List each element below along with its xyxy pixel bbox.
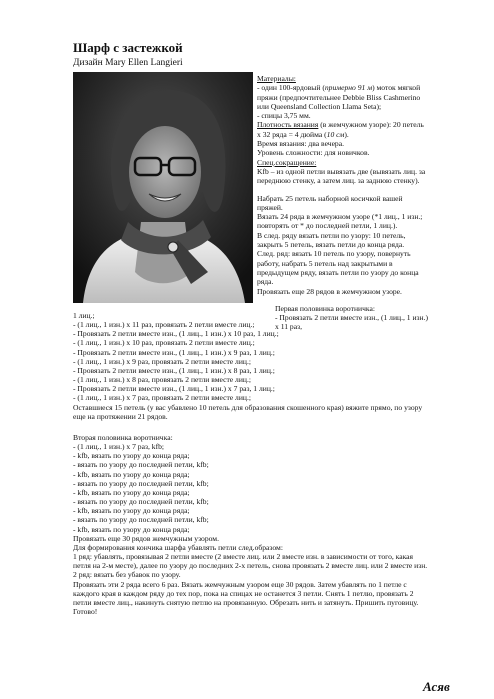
tip-row2: 2 ряд: вязать без убавок по узору.	[73, 570, 181, 580]
half1-row: - Провязать 2 петли вместе изн., (1 лиц., 1 изн.) х 9 раз, 1 лиц.;	[73, 347, 275, 357]
half1-row: - Провязать 2 петли вместе изн., (1 лиц., 1 изн.) х 8 раз, 1 лиц.;	[73, 365, 275, 375]
half1-row: - (1 лиц., 1 изн.) х 10 раз, провязать 2 петли вместе лиц.;	[73, 338, 255, 348]
half1-first-line: - Провязать 2 петли вместе изн., (1 лиц., 1 изн.) х 11 раз,	[275, 313, 429, 332]
half1-row: - (1 лиц., 1 изн.) х 7 раз, провязать 2 петли вместе лиц.;	[73, 393, 251, 403]
tip-heading: Для формирования кончика шарфа убавлять петли след.образом:	[73, 542, 283, 552]
intro-step: Набрать 25 петель наборной косичкой вашей пряжей.	[257, 193, 403, 212]
intro-step: След. ряд: вязать 10 петель по узору, повернуть работу, набрать 5 петель над закрытыми в предыдущем ряду, вязать петли по узору до конца ряда.	[257, 249, 419, 287]
first-half-instructions	[73, 311, 431, 421]
signature: Асяв	[423, 679, 450, 694]
half2-more: Провязать еще 30 рядов жемчужным узором.	[73, 533, 219, 543]
abbreviations-heading: Спец.сокращение:	[257, 157, 317, 167]
second-half-instructions	[73, 433, 431, 616]
half2-row: - (1 лиц., 1 изн.) х 7 раз, kfb;	[73, 442, 164, 452]
photo-woman-wearing-scarf	[73, 72, 253, 303]
half1-row: - Провязать 2 петли вместе изн., (1 лиц., 1 изн.) х 10 раз, 1 лиц.;	[73, 329, 279, 339]
finishing: Провязать эти 2 ряда всего 6 раз. Вязать жемчужным узором еще 30 рядов. Затем убавлять по 1 петле с каждого края в каждом ряду до тех пор, пока на спицах не останется 3 петли. Снять 1 петлю, провязать 2 петли вместе лиц., накинуть снятую петлю на провязанную. Обрезать нить и затянуть. Пришить пуговицу. Готово!	[73, 579, 419, 616]
half1-remaining: Оставшиеся 15 петель (у вас убавлено 10 петель для образования скошенного края) вяжите прямо, по узору еще на протяжении 21 рядов.	[73, 402, 423, 421]
half2-row: - вязать по узору до последней петли, kfb;	[73, 515, 209, 525]
materials-column	[257, 74, 429, 332]
half2-row: - вязать по узору до последней петли, kfb;	[73, 497, 209, 507]
page-title: Шарф с застежкой	[73, 40, 183, 55]
materials-needles: - спицы 3,75 мм.	[257, 111, 311, 121]
half2-row: - вязать по узору до последней петли, kfb;	[73, 460, 209, 470]
half1-row: - (1 лиц., 1 изн.) х 11 раз, провязать 2 петли вместе лиц.;	[73, 320, 255, 330]
tip-row1: 1 ряд: убавлять, провязывая 2 петли вместе (2 вместе лиц. или 2 вместе изн. в зависимости от того, какая петля на 2-м месте), далее по узору до последних 2-х петель, снова провязать 2 вместе лиц. или 2 вместе изн.	[73, 552, 428, 571]
half1-row: - Провязать 2 петли вместе изн., (1 лиц., 1 изн.) х 7 раз, 1 лиц.;	[73, 384, 275, 394]
intro-step: Провязать еще 28 рядов в жемчужном узоре.	[257, 286, 402, 296]
abbreviation-kfb: Kfb – из одной петли вывязать две (вывязать лиц. за переднюю стенку, а затем лиц. за заднюю стенку).	[257, 166, 426, 186]
half2-row: - kfb, вязать по узору до конца ряда;	[73, 451, 190, 461]
half2-row: - kfb, вязать по узору до конца ряда;	[73, 524, 190, 534]
designer-credit: Дизайн Mary Ellen Langieri	[73, 58, 183, 68]
half2-row: - kfb, вязать по узору до конца ряда;	[73, 487, 190, 497]
half2-row: - вязать по узору до последней петли, kfb;	[73, 478, 209, 488]
half2-row: - kfb, вязать по узору до конца ряда;	[73, 506, 190, 516]
difficulty-level: Уровень сложности: для новичков.	[257, 148, 370, 158]
half1-row: - (1 лиц., 1 изн.) х 9 раз, провязать 2 петли вместе лиц.;	[73, 356, 251, 366]
materials-yarn: - один 100-ярдовый (примерно 91 м) моток мягкой пряжи (предпочтительнее Debbie Bliss Cashmerino или Queensland Collection Llama Seta);	[257, 83, 421, 111]
half1-heading: Первая половинка воротничка:	[275, 303, 375, 313]
half1-first-line-end: 1 лиц.;	[73, 311, 95, 320]
half2-heading: Вторая половинка воротничка:	[73, 433, 173, 442]
half2-row: - kfb, вязать по узору до конца ряда;	[73, 469, 190, 479]
intro-step: В след. ряду вязать петли по узору: 10 петель, закрыть 5 петель, вязать петли до конца ряда.	[257, 230, 406, 250]
materials-heading: Материалы:	[257, 74, 296, 83]
knitting-time: Время вязания: два вечера.	[257, 139, 345, 149]
gauge: Плотность вязания (в жемчужном узоре): 20 петель х 32 ряда = 4 дюйма (10 см).	[257, 120, 424, 139]
intro-step: Вязать 24 ряда в жемчужном узоре (*1 лиц., 1 изн.; повторять от * до последней петли, 1 лиц.).	[257, 212, 423, 231]
half1-row: - (1 лиц., 1 изн.) х 8 раз, провязать 2 петли вместе лиц.;	[73, 375, 251, 385]
